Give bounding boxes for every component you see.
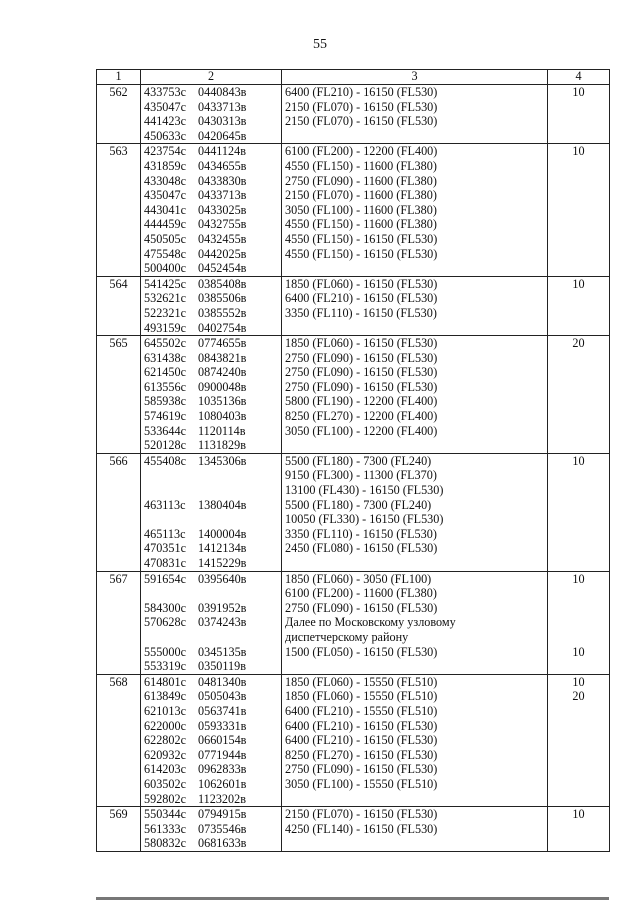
- altitude-segment: 2750 (FL090) - 16150 (FL530): [285, 350, 438, 365]
- column-4-value: [551, 203, 606, 218]
- altitude-segment: 5500 (FL180) - 7300 (FL240): [285, 453, 432, 468]
- route-point: [144, 572, 278, 587]
- longitude: 0433025в: [198, 202, 247, 217]
- longitude: 0593331в: [198, 718, 247, 733]
- latitude: 550344с: [144, 807, 186, 822]
- latitude: 441423с: [144, 114, 186, 129]
- longitude: 0432455в: [198, 231, 247, 246]
- longitude: 0433830в: [198, 173, 247, 188]
- latitude: 622802с: [144, 733, 186, 748]
- route-point: [144, 615, 278, 630]
- route-points-cell: [141, 674, 282, 806]
- column-4-value: [551, 733, 606, 748]
- latitude: 500400с: [144, 261, 186, 276]
- route-point: [144, 704, 278, 719]
- longitude: 0774655в: [198, 336, 247, 351]
- longitude: 0433713в: [198, 99, 247, 114]
- longitude: 0681633в: [198, 836, 247, 851]
- route-number: 562: [97, 85, 141, 144]
- route-point: [144, 748, 278, 763]
- latitude: 561333с: [144, 821, 186, 836]
- column-4-value: [551, 556, 606, 571]
- longitude: 0385408в: [198, 276, 247, 291]
- longitude: 0843821в: [198, 350, 247, 365]
- table-row: [97, 453, 610, 571]
- longitude: 1412134в: [198, 541, 247, 556]
- longitude: 0385552в: [198, 305, 247, 320]
- route-points-cell: [141, 85, 282, 144]
- altitude-segments-cell: [282, 571, 548, 674]
- route-point: [144, 762, 278, 777]
- column-4-value: [551, 351, 606, 366]
- altitude-segment: 4550 (FL150) - 16150 (FL530): [285, 246, 438, 261]
- column-4-value: [551, 630, 606, 645]
- column-4-cell: [548, 276, 610, 335]
- altitude-segment: 10050 (FL330) - 16150 (FL530): [285, 512, 444, 527]
- latitude: 620932с: [144, 747, 186, 762]
- longitude: 0395640в: [198, 571, 247, 586]
- table-row: [97, 144, 610, 276]
- column-4-value: 10: [572, 644, 585, 659]
- route-point: [144, 601, 278, 616]
- altitude-segment: 2150 (FL070) - 16150 (FL530): [285, 807, 438, 822]
- altitude-segment: [285, 129, 544, 144]
- latitude: 574619с: [144, 409, 186, 424]
- altitude-segment: 6400 (FL210) - 16150 (FL530): [285, 291, 438, 306]
- longitude: 0481340в: [198, 674, 247, 689]
- longitude: 0402754в: [198, 320, 247, 335]
- column-4-value: [551, 777, 606, 792]
- longitude: 0735546в: [198, 821, 247, 836]
- latitude: 613849с: [144, 689, 186, 704]
- route-point: [144, 822, 278, 837]
- column-4-value: 10: [572, 276, 585, 291]
- altitude-segment: 8250 (FL270) - 16150 (FL530): [285, 747, 438, 762]
- latitude: 455408с: [144, 453, 186, 468]
- route-point: [144, 512, 278, 527]
- longitude: 1062601в: [198, 776, 247, 791]
- column-4-value: [551, 217, 606, 232]
- altitude-segment: 3050 (FL100) - 12200 (FL400): [285, 423, 438, 438]
- latitude: 603502с: [144, 776, 186, 791]
- latitude: 584300с: [144, 600, 186, 615]
- longitude: 0771944в: [198, 747, 247, 762]
- column-4-value: [551, 174, 606, 189]
- latitude: 533644с: [144, 423, 186, 438]
- column-4-value: [551, 438, 606, 453]
- route-point: [144, 424, 278, 439]
- altitude-segment: Далее по Московскому узловому: [285, 615, 456, 630]
- column-4-value: [551, 659, 606, 674]
- route-number: 563: [97, 144, 141, 276]
- altitude-segment: 5800 (FL190) - 12200 (FL400): [285, 394, 438, 409]
- altitude-segment: 1850 (FL060) - 16150 (FL530): [285, 336, 438, 351]
- latitude: 555000с: [144, 644, 186, 659]
- latitude: 433048с: [144, 173, 186, 188]
- longitude: 0874240в: [198, 365, 247, 380]
- column-4-value: [551, 836, 606, 851]
- altitude-segment: 4550 (FL150) - 16150 (FL530): [285, 231, 438, 246]
- altitude-segment: 8250 (FL270) - 12200 (FL400): [285, 409, 438, 424]
- route-point: [144, 159, 278, 174]
- altitude-segments-cell: [282, 674, 548, 806]
- column-4-value: [551, 512, 606, 527]
- altitude-segment: 2750 (FL090) - 16150 (FL530): [285, 365, 438, 380]
- column-4-value: [551, 615, 606, 630]
- latitude: 614801с: [144, 674, 186, 689]
- latitude: 463113с: [144, 497, 186, 512]
- column-4-value: [551, 527, 606, 542]
- route-points-cell: [141, 336, 282, 454]
- longitude: 1131829в: [198, 438, 246, 453]
- altitude-segment: 3350 (FL110) - 16150 (FL530): [285, 305, 437, 320]
- column-4-value: [551, 409, 606, 424]
- column-4-value: [551, 291, 606, 306]
- longitude: 0420645в: [198, 128, 247, 143]
- route-point: [144, 277, 278, 292]
- altitude-segment: диспетчерскому району: [285, 629, 409, 644]
- altitude-segment: 4550 (FL150) - 11600 (FL380): [285, 158, 437, 173]
- latitude: 585938с: [144, 394, 186, 409]
- header-col-1: 1: [97, 70, 141, 85]
- column-4-cell: [548, 453, 610, 571]
- altitude-segment: 3050 (FL100) - 11600 (FL380): [285, 202, 437, 217]
- table-row: [97, 571, 610, 674]
- altitude-segments-cell: [282, 336, 548, 454]
- column-4-cell: [548, 674, 610, 806]
- route-point: [144, 675, 278, 690]
- header-col-2: 2: [141, 70, 282, 85]
- column-4-value: 10: [572, 85, 585, 99]
- latitude: 621450с: [144, 365, 186, 380]
- altitude-segments-cell: [282, 453, 548, 571]
- longitude: 1120114в: [198, 423, 246, 438]
- column-4-value: [551, 483, 606, 498]
- latitude: 493159с: [144, 320, 186, 335]
- altitude-segment: 6100 (FL200) - 11600 (FL380): [285, 586, 437, 601]
- altitude-segment: 2150 (FL070) - 16150 (FL530): [285, 99, 438, 114]
- longitude: 0962833в: [198, 762, 247, 777]
- altitude-segment: 6400 (FL210) - 16150 (FL530): [285, 733, 438, 748]
- route-point: [144, 174, 278, 189]
- longitude: 0374243в: [198, 615, 247, 630]
- longitude: 0433713в: [198, 188, 247, 203]
- column-4-value: [551, 261, 606, 276]
- column-4-cell: [548, 571, 610, 674]
- latitude: 423754с: [144, 144, 186, 159]
- route-point: [144, 689, 278, 704]
- latitude: 591654с: [144, 571, 186, 586]
- route-point: [144, 232, 278, 247]
- header-row: [97, 70, 610, 85]
- table-row: [97, 276, 610, 335]
- altitude-segment: 2450 (FL080) - 16150 (FL530): [285, 541, 438, 556]
- altitude-segment: 1850 (FL060) - 15550 (FL510): [285, 689, 438, 704]
- latitude: 553319с: [144, 659, 186, 674]
- route-point: [144, 792, 278, 807]
- latitude: 470831с: [144, 556, 186, 570]
- altitude-segment: 1850 (FL060) - 3050 (FL100): [285, 571, 432, 586]
- longitude: 1400004в: [198, 526, 247, 541]
- route-point: [144, 217, 278, 232]
- route-points-cell: [141, 276, 282, 335]
- latitude: 570628с: [144, 615, 186, 630]
- column-4-value: [551, 586, 606, 601]
- column-4-value: [551, 762, 606, 777]
- altitude-segment: [285, 836, 544, 851]
- column-4-cell: [548, 807, 610, 852]
- altitude-segment: 2750 (FL090) - 11600 (FL380): [285, 173, 437, 188]
- column-4-value: 10: [572, 807, 585, 822]
- altitude-segment: 4550 (FL150) - 11600 (FL380): [285, 217, 437, 232]
- route-number: 566: [97, 453, 141, 571]
- column-4-value: [551, 114, 606, 129]
- route-point: [144, 365, 278, 380]
- longitude: 0440843в: [198, 85, 247, 99]
- route-point: [144, 306, 278, 321]
- latitude: 631438с: [144, 350, 186, 365]
- route-points-cell: [141, 807, 282, 852]
- altitude-segment: 1850 (FL060) - 15550 (FL510): [285, 674, 438, 689]
- route-number: 564: [97, 276, 141, 335]
- route-point: [144, 527, 278, 542]
- route-point: [144, 394, 278, 409]
- route-point: [144, 203, 278, 218]
- longitude: 0432755в: [198, 217, 247, 232]
- column-4-value: [551, 129, 606, 144]
- latitude: 580832с: [144, 836, 186, 851]
- longitude: 1035136в: [198, 394, 247, 409]
- route-point: [144, 247, 278, 262]
- bottom-edge-line: [96, 897, 609, 900]
- longitude: 0345135в: [198, 644, 247, 659]
- latitude: 450633с: [144, 128, 186, 143]
- longitude: 0391952в: [198, 600, 247, 615]
- route-point: [144, 291, 278, 306]
- route-point: [144, 351, 278, 366]
- altitude-segment: 1500 (FL050) - 16150 (FL530): [285, 644, 438, 659]
- route-number: 569: [97, 807, 141, 852]
- altitude-segment: [285, 659, 544, 674]
- table-row: [97, 674, 610, 806]
- column-4-cell: [548, 85, 610, 144]
- column-4-value: [551, 541, 606, 556]
- route-points-cell: [141, 144, 282, 276]
- altitude-segment: 3050 (FL100) - 15550 (FL510): [285, 776, 438, 791]
- column-4-value: [551, 792, 606, 807]
- altitude-segment: 13100 (FL430) - 16150 (FL530): [285, 483, 444, 498]
- column-4-value: [551, 321, 606, 336]
- route-point: [144, 556, 278, 571]
- route-point: [144, 468, 278, 483]
- latitude: 433753с: [144, 85, 186, 99]
- altitude-segment: 3350 (FL110) - 16150 (FL530): [285, 526, 437, 541]
- altitude-segment: 9150 (FL300) - 11300 (FL370): [285, 468, 437, 483]
- column-4-value: [551, 365, 606, 380]
- column-4-value: 20: [572, 336, 585, 351]
- longitude: 1345306в: [198, 453, 247, 468]
- column-4-value: 10: [572, 453, 585, 468]
- header-col-3: 3: [282, 70, 548, 85]
- altitude-segment: [285, 321, 544, 336]
- altitude-segment: 5500 (FL180) - 7300 (FL240): [285, 497, 432, 512]
- longitude: 1123202в: [198, 791, 246, 806]
- route-point: [144, 321, 278, 336]
- longitude: 0900048в: [198, 379, 247, 394]
- latitude: 443041с: [144, 202, 186, 217]
- longitude: 0660154в: [198, 733, 247, 748]
- route-number: 567: [97, 571, 141, 674]
- longitude: 0430313в: [198, 114, 247, 129]
- route-number: 568: [97, 674, 141, 806]
- route-point: [144, 438, 278, 453]
- column-4-cell: [548, 336, 610, 454]
- longitude: 0434655в: [198, 158, 247, 173]
- latitude: 444459с: [144, 217, 186, 232]
- table-row: [97, 85, 610, 144]
- longitude: 0442025в: [198, 246, 247, 261]
- altitude-segment: [285, 261, 544, 276]
- route-point: [144, 719, 278, 734]
- route-point: [144, 188, 278, 203]
- route-point: [144, 483, 278, 498]
- column-4-value: [551, 380, 606, 395]
- route-point: [144, 659, 278, 674]
- column-4-value: [551, 100, 606, 115]
- altitude-segments-cell: [282, 85, 548, 144]
- route-point: [144, 807, 278, 822]
- longitude: 0350119в: [198, 659, 246, 674]
- longitude: 0563741в: [198, 703, 247, 718]
- route-point: [144, 336, 278, 351]
- route-point: [144, 114, 278, 129]
- longitude: 0452454в: [198, 261, 247, 276]
- route-table: [96, 69, 610, 852]
- column-4-value: [551, 468, 606, 483]
- longitude: 1415229в: [198, 556, 247, 570]
- altitude-segment: 2150 (FL070) - 16150 (FL530): [285, 114, 438, 129]
- route-point: [144, 144, 278, 159]
- column-4-value: 10: [572, 571, 585, 586]
- altitude-segment: 6400 (FL210) - 16150 (FL530): [285, 85, 438, 99]
- longitude: 1380404в: [198, 497, 247, 512]
- latitude: 645502с: [144, 336, 186, 351]
- longitude: 0441124в: [198, 144, 246, 159]
- altitude-segment: 2750 (FL090) - 16150 (FL530): [285, 600, 438, 615]
- route-point: [144, 409, 278, 424]
- latitude: 435047с: [144, 99, 186, 114]
- column-4-value: [551, 188, 606, 203]
- route-point: [144, 836, 278, 851]
- longitude: 0385506в: [198, 291, 247, 306]
- route-point: [144, 541, 278, 556]
- column-4-value: 10: [572, 674, 585, 689]
- altitude-segment: 6400 (FL210) - 15550 (FL510): [285, 703, 438, 718]
- route-point: [144, 454, 278, 469]
- latitude: 450505с: [144, 231, 186, 246]
- latitude: 522321с: [144, 305, 186, 320]
- column-4-value: [551, 424, 606, 439]
- altitude-segment: 1850 (FL060) - 16150 (FL530): [285, 276, 438, 291]
- latitude: 532621с: [144, 291, 186, 306]
- column-4-value: [551, 498, 606, 513]
- column-4-value: [551, 822, 606, 837]
- column-4-value: [551, 719, 606, 734]
- route-points-cell: [141, 453, 282, 571]
- altitude-segments-cell: [282, 807, 548, 852]
- latitude: 470351с: [144, 541, 186, 556]
- column-4-value: [551, 306, 606, 321]
- longitude: 0794915в: [198, 807, 247, 822]
- latitude: 614203с: [144, 762, 186, 777]
- latitude: 621013с: [144, 703, 186, 718]
- altitude-segment: 6100 (FL200) - 12200 (FL400): [285, 144, 438, 159]
- latitude: 622000с: [144, 718, 186, 733]
- longitude: 1080403в: [198, 409, 247, 424]
- latitude: 520128с: [144, 438, 186, 453]
- altitude-segments-cell: [282, 276, 548, 335]
- altitude-segments-cell: [282, 144, 548, 276]
- column-4-value: 10: [572, 144, 585, 159]
- route-points-cell: [141, 571, 282, 674]
- altitude-segment: 2750 (FL090) - 16150 (FL530): [285, 762, 438, 777]
- column-4-value: [551, 232, 606, 247]
- latitude: 541425с: [144, 276, 186, 291]
- route-point: [144, 100, 278, 115]
- route-point: [144, 380, 278, 395]
- latitude: 613556с: [144, 379, 186, 394]
- latitude: 431859с: [144, 158, 186, 173]
- altitude-segment: [285, 438, 544, 453]
- column-4-value: [551, 601, 606, 616]
- column-4-value: [551, 394, 606, 409]
- route-point: [144, 129, 278, 144]
- latitude: 465113с: [144, 526, 186, 541]
- column-4-value: [551, 704, 606, 719]
- column-4-value: [551, 159, 606, 174]
- longitude: 0505043в: [198, 689, 247, 704]
- altitude-segment: [285, 792, 544, 807]
- header-col-4: 4: [548, 70, 610, 85]
- route-point: [144, 630, 278, 645]
- route-number: 565: [97, 336, 141, 454]
- route-point: [144, 733, 278, 748]
- latitude: 475548с: [144, 246, 186, 261]
- route-point: [144, 498, 278, 513]
- column-4-value: 20: [572, 689, 585, 704]
- altitude-segment: 4250 (FL140) - 16150 (FL530): [285, 821, 438, 836]
- column-4-value: [551, 247, 606, 262]
- altitude-segment: 6400 (FL210) - 16150 (FL530): [285, 718, 438, 733]
- route-point: [144, 645, 278, 660]
- altitude-segment: 2150 (FL070) - 11600 (FL380): [285, 188, 437, 203]
- route-point: [144, 777, 278, 792]
- table-row: [97, 336, 610, 454]
- page-number: 55: [313, 37, 327, 52]
- altitude-segment: [285, 556, 544, 571]
- route-point: [144, 586, 278, 601]
- latitude: 592802с: [144, 791, 186, 806]
- table-row: [97, 807, 610, 852]
- route-point: [144, 85, 278, 100]
- altitude-segment: 2750 (FL090) - 16150 (FL530): [285, 379, 438, 394]
- column-4-cell: [548, 144, 610, 276]
- column-4-value: [551, 748, 606, 763]
- latitude: 435047с: [144, 188, 186, 203]
- route-point: [144, 261, 278, 276]
